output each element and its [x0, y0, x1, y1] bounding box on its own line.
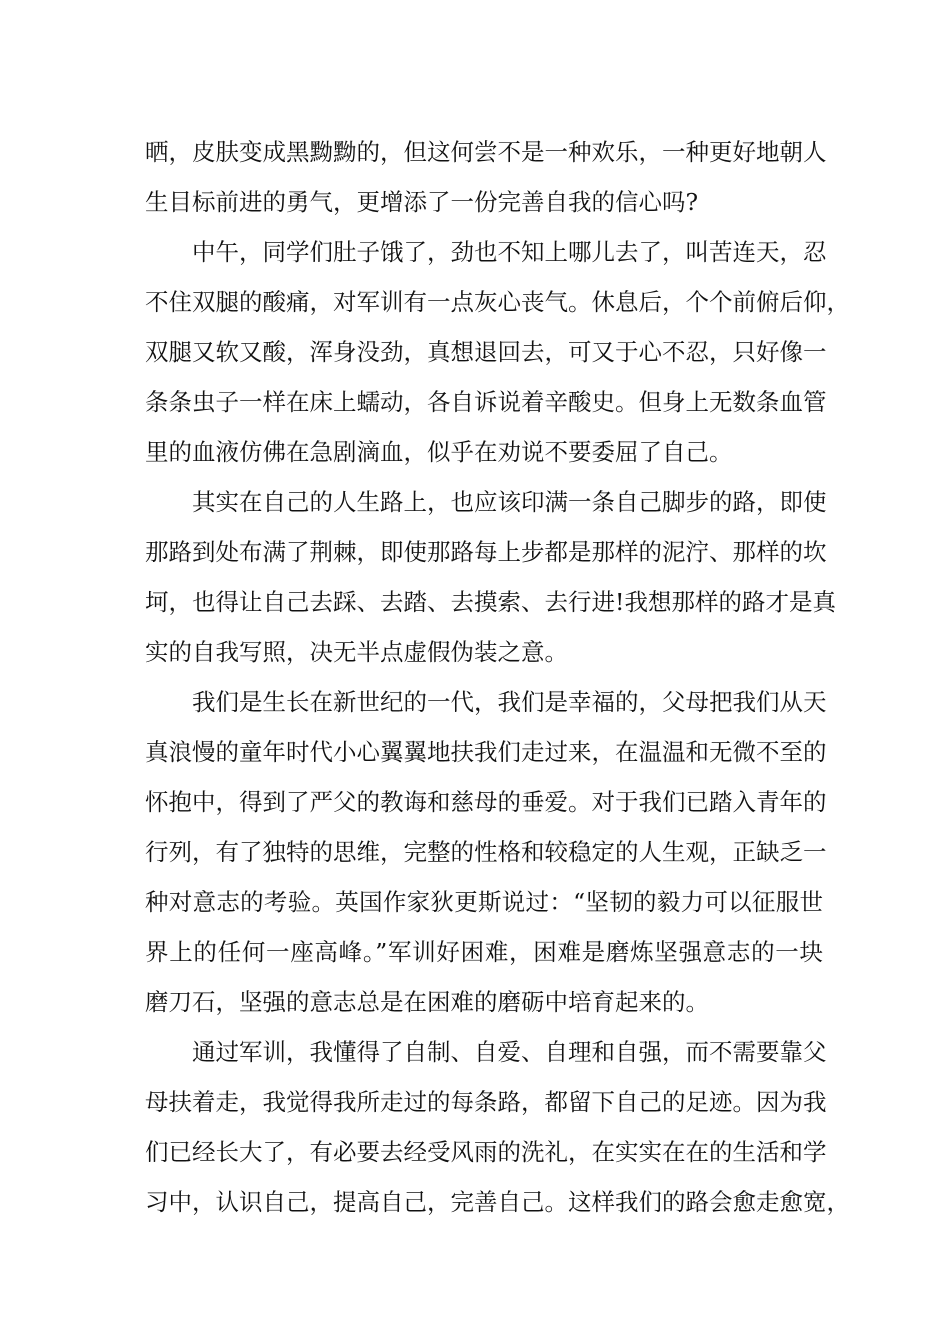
text-line: 母扶着走，我觉得我所走过的每条路，都留下自己的足迹。因为我 [145, 1088, 827, 1116]
document-body [145, 127, 850, 1227]
text-line: 那路到处布满了荆棘，即使那路每上步都是那样的泥泞、那样的坎 [145, 538, 827, 566]
text-line: 其实在自己的人生路上，也应该印满一条自己脚步的路，即使 [192, 488, 827, 516]
text-line: 怀抱中，得到了严父的教诲和慈母的垂爱。对于我们已踏入青年的 [145, 788, 827, 816]
text-line: 通过军训，我懂得了自制、自爱、自理和自强，而不需要靠父 [192, 1038, 827, 1066]
paragraph-4 [145, 677, 827, 1027]
paragraph-2 [145, 227, 850, 477]
text-line: 生目标前进的勇气，更增添了一份完善自我的信心吗? [145, 188, 699, 216]
paragraph-5 [145, 1027, 850, 1227]
text-line: 晒，皮肤变成黑黝黝的，但这何尝不是一种欢乐，一种更好地朝人 [145, 138, 827, 166]
text-line: 里的血液仿佛在急剧滴血，似乎在劝说不要委屈了自己。 [145, 438, 733, 466]
text-line: 双腿又软又酸，浑身没劲，真想退回去，可又于心不忍，只好像一 [145, 338, 827, 366]
paragraph-3 [145, 477, 836, 677]
text-line: 界上的任何一座高峰。”军训好困难，困难是磨炼坚强意志的一块 [145, 938, 823, 966]
text-line: 条条虫子一样在床上蠕动，各自诉说着辛酸史。但身上无数条血管 [145, 388, 827, 416]
text-line: 坷，也得让自己去踩、去踏、去摸索、去行进!我想那样的路才是真 [145, 588, 836, 616]
text-line: 习中，认识自己，提高自己，完善自己。这样我们的路会愈走愈宽， [145, 1188, 850, 1216]
paragraph-1 [145, 127, 827, 227]
text-line: 磨刀石，坚强的意志总是在困难的磨砺中培育起来的。 [145, 988, 709, 1016]
text-line: 们已经长大了，有必要去经受风雨的洗礼，在实实在在的生活和学 [145, 1138, 827, 1166]
text-line: 行列，有了独特的思维，完整的性格和较稳定的人生观，正缺乏一 [145, 838, 827, 866]
text-line: 实的自我写照，决无半点虚假伪装之意。 [145, 638, 568, 666]
text-line: 我们是生长在新世纪的一代，我们是幸福的，父母把我们从天 [192, 688, 827, 716]
text-line: 不住双腿的酸痛，对军训有一点灰心丧气。休息后，个个前俯后仰， [145, 288, 850, 316]
text-line: 种对意志的考验。英国作家狄更斯说过：“坚韧的毅力可以征服世 [145, 888, 823, 916]
text-line: 中午，同学们肚子饿了，劲也不知上哪儿去了，叫苦连天，忍 [192, 238, 827, 266]
text-line: 真浪慢的童年时代小心翼翼地扶我们走过来，在温温和无微不至的 [145, 738, 827, 766]
